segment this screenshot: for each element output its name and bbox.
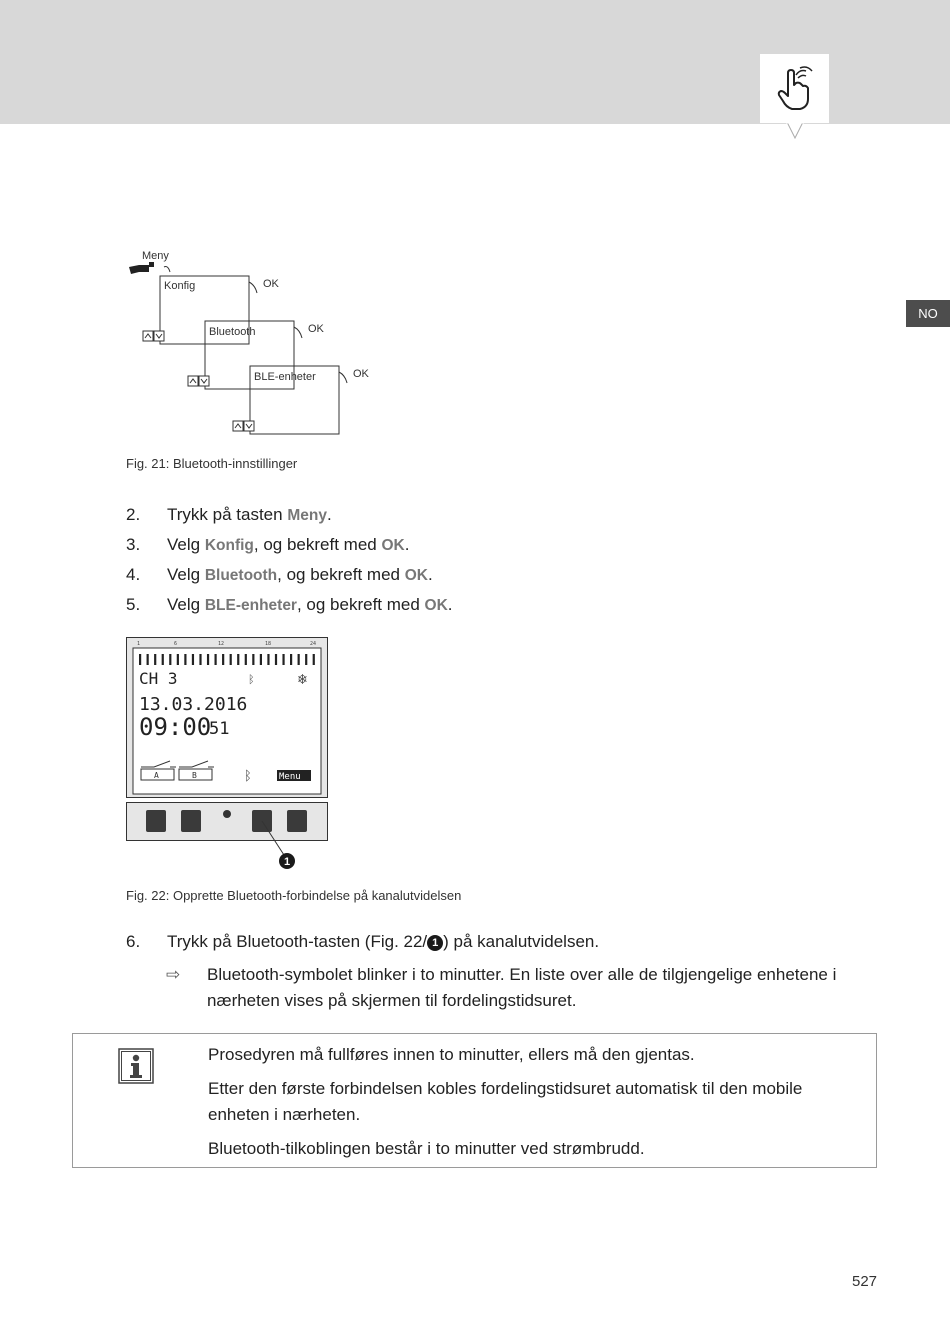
keyword-ok: OK	[381, 537, 405, 554]
step-number: 3.	[126, 535, 141, 554]
scale-label-12: 12	[218, 641, 225, 647]
step-2	[126, 500, 453, 530]
up-down-keys-3	[233, 421, 254, 431]
pointing-hand-icon	[129, 262, 154, 274]
up-down-keys-2	[188, 376, 209, 386]
menu-item-konfig: Konfig	[164, 280, 196, 292]
hour-tick	[162, 654, 164, 665]
result-text: Bluetooth-symbolet blinker i to minutter. En liste over alle de tilgjengelige enhetene i nærheten vises på skjermen til fordelingstidsuret.	[207, 965, 837, 1010]
hardware-button-4[interactable]	[287, 810, 307, 832]
hour-tick	[192, 654, 194, 665]
figure-22-caption: Fig. 22: Opprette Bluetooth-forbindelse på kanalutvidelsen	[126, 888, 462, 903]
hour-tick	[313, 654, 315, 665]
hour-tick	[154, 654, 156, 665]
hour-tick	[199, 654, 201, 665]
hour-tick	[147, 654, 149, 665]
scale-label-6: 6	[174, 641, 178, 647]
hour-tick	[252, 654, 254, 665]
keyword-meny: Meny	[287, 507, 327, 524]
keyword-konfig: Konfig	[204, 537, 254, 554]
seconds-display: 51	[209, 719, 230, 739]
menu-item-ble-enheter: BLE-enheter	[254, 371, 316, 383]
channel-b-label: B	[192, 771, 197, 780]
page-number: 527	[852, 1273, 878, 1290]
keyword-ok: OK	[424, 597, 448, 614]
note-paragraph: Prosedyren må fullføres innen to minutter, ellers må den gjentas.	[208, 1045, 695, 1064]
menu-label: Meny	[142, 250, 169, 262]
hour-tick	[184, 654, 186, 665]
step-5	[126, 590, 453, 620]
header-badge	[760, 54, 829, 123]
step-4	[126, 560, 453, 590]
step-number: 6.	[126, 932, 141, 951]
menu-item-bluetooth: Bluetooth	[209, 326, 256, 338]
step-text: Trykk på tasten Meny.	[167, 505, 332, 524]
step-number: 2.	[126, 505, 141, 524]
hour-tick	[305, 654, 307, 665]
result-line	[166, 962, 878, 1014]
hardware-button-1[interactable]	[146, 810, 166, 832]
hour-tick	[169, 654, 171, 665]
hour-tick	[260, 654, 262, 665]
step-text: Velg BLE-enheter, og bekreft med OK.	[167, 595, 453, 614]
date-display: 13.03.2016	[139, 694, 248, 715]
timer-device-illustration	[126, 637, 336, 877]
hour-tick	[230, 654, 232, 665]
hour-tick	[139, 654, 141, 665]
badge-pointer	[786, 122, 804, 140]
confirm-ok-2: OK	[308, 323, 324, 335]
hour-tick	[298, 654, 300, 665]
keyword-ok: OK	[404, 567, 428, 584]
confirm-ok-1: OK	[263, 278, 279, 290]
figure-reference-badge: 1	[427, 935, 443, 951]
hour-tick	[282, 654, 284, 665]
hour-tick	[215, 654, 217, 665]
hour-tick	[237, 654, 239, 665]
note-text	[208, 1042, 848, 1170]
status-led	[223, 810, 231, 818]
keyword-bluetooth: Bluetooth	[204, 567, 278, 584]
info-note	[72, 1033, 877, 1168]
step-text: Velg Bluetooth, og bekreft med OK.	[167, 565, 433, 584]
result-arrow-icon: ⇨	[166, 965, 181, 984]
hardware-button-2[interactable]	[181, 810, 201, 832]
scale-label-1: 1	[137, 641, 141, 647]
bluetooth-status-icon: ᛒ	[248, 673, 255, 686]
hour-tick	[267, 654, 269, 665]
time-display: 09:00	[139, 713, 212, 741]
snowflake-icon: ❄	[298, 670, 308, 688]
channel-label: CH 3	[139, 669, 178, 688]
note-paragraph: Etter den første forbindelsen kobles fordelingstidsuret automatisk til den mobile enheten i nærheten.	[208, 1079, 803, 1124]
step-text: Velg Konfig, og bekreft med OK.	[167, 535, 410, 554]
tap-hand-icon	[774, 65, 816, 113]
bluetooth-icon: ᛒ	[244, 769, 252, 784]
keyword-ble-enheter: BLE-enheter	[204, 597, 297, 614]
menu-softkey-text: Menu	[279, 772, 301, 782]
confirm-ok-3: OK	[353, 368, 369, 380]
hour-tick	[275, 654, 277, 665]
channel-a-label: A	[154, 771, 159, 780]
step-list	[126, 500, 453, 620]
hour-tick	[207, 654, 209, 665]
hour-tick	[222, 654, 224, 665]
step-6	[126, 932, 599, 952]
step-number: 5.	[126, 595, 141, 614]
note-paragraph: Bluetooth-tilkoblingen består i to minutter ved strømbrudd.	[208, 1139, 645, 1158]
step-6-text: Trykk på Bluetooth-tasten (Fig. 22/	[167, 932, 428, 951]
figure-21-caption: Fig. 21: Bluetooth-innstillinger	[126, 456, 298, 471]
hour-tick	[177, 654, 179, 665]
info-icon	[118, 1048, 154, 1084]
step-3	[126, 530, 453, 560]
language-tab[interactable]	[906, 300, 950, 327]
language-label: NO	[918, 306, 938, 321]
hour-tick	[290, 654, 292, 665]
scale-label-24: 24	[310, 641, 317, 647]
hour-tick	[245, 654, 247, 665]
scale-label-18: 18	[265, 641, 272, 647]
up-down-keys-1	[143, 331, 164, 341]
step-number: 4.	[126, 565, 141, 584]
step-6-text-end: ) på kanalutvidelsen.	[443, 932, 600, 951]
menu-navigation-diagram	[125, 245, 405, 445]
callout-number: 1	[284, 856, 291, 868]
